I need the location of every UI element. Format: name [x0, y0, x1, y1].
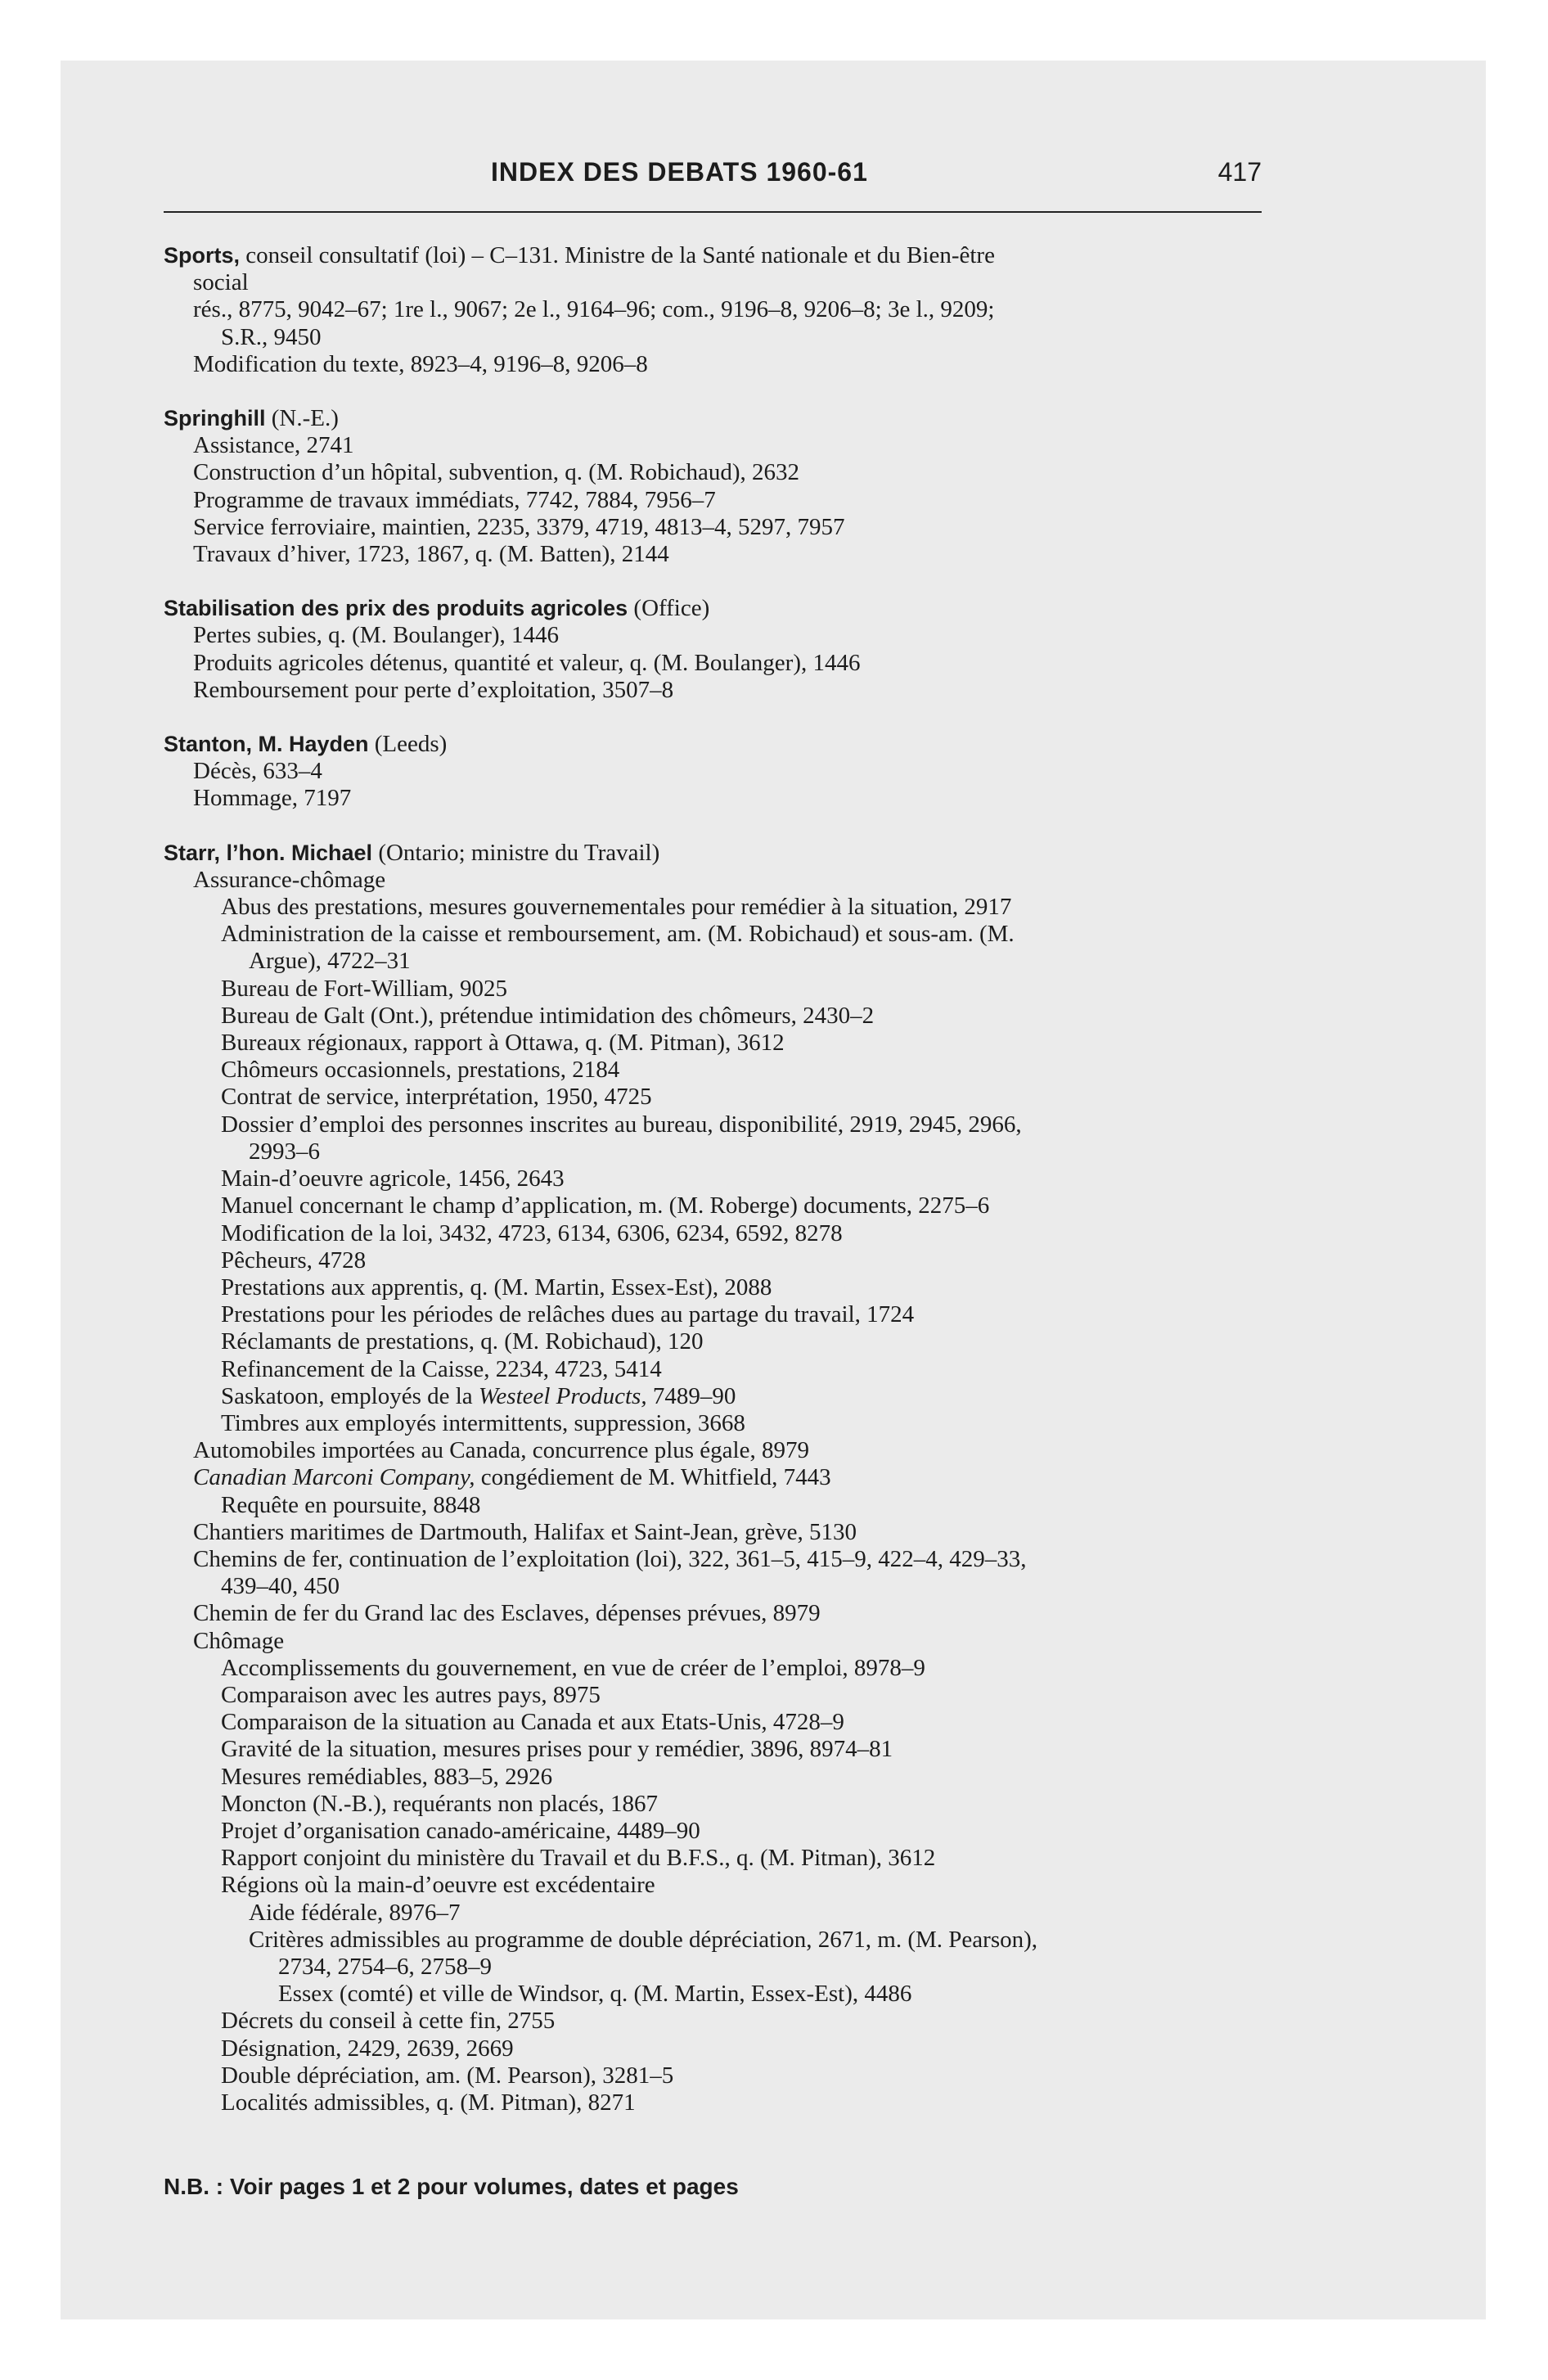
subentry: Pêcheurs, 4728 — [221, 1246, 367, 1273]
subentry: Travaux d’hiver, 1723, 1867, q. (M. Batten), 2144 — [193, 541, 669, 568]
index-entry-starr — [164, 840, 1276, 867]
index-entry-stabilisation — [164, 595, 1276, 622]
entry-text: (Ontario; ministre du Travail) — [372, 839, 660, 866]
subentry: Moncton (N.-B.), requérants non placés, 1867 — [221, 1790, 658, 1817]
subentry: Administration de la caisse et remboursement, am. (M. Robichaud) et sous-am. (M. — [221, 921, 1015, 948]
subentry: Abus des prestations, mesures gouvernementales pour remédier à la situation, 2917 — [221, 894, 1012, 921]
subentry: Chantiers maritimes de Dartmouth, Halifax et Saint-Jean, grève, 5130 — [193, 1518, 857, 1545]
page-number: 417 — [1217, 157, 1262, 187]
subentry: Pertes subies, q. (M. Boulanger), 1446 — [193, 622, 560, 649]
subentry: Critères admissibles au programme de double dépréciation, 2671, m. (M. Pearson), — [249, 1926, 1038, 1953]
subentry: Prestations pour les périodes de relâches dues au partage du travail, 1724 — [221, 1301, 915, 1328]
subentry: Décès, 633–4 — [193, 758, 322, 785]
subentry-text: 7489–90 — [646, 1382, 736, 1409]
page-header — [164, 157, 1262, 206]
entry-line: social — [193, 269, 249, 296]
subentry: Décrets du conseil à cette fin, 2755 — [221, 2008, 556, 2035]
subentry: Aide fédérale, 8976–7 — [249, 1899, 461, 1926]
subentry-continuation: Argue), 4722–31 — [249, 948, 411, 975]
footer-note: N.B. : Voir pages 1 et 2 pour volumes, dates et pages — [164, 2174, 739, 2199]
subentry: Double dépréciation, am. (M. Pearson), 3281–5 — [221, 2062, 674, 2089]
index-entry-sports — [164, 242, 1276, 269]
subentry: Comparaison avec les autres pays, 8975 — [221, 1681, 601, 1708]
subentry: Hommage, 7197 — [193, 785, 352, 812]
subentry: Assistance, 2741 — [193, 432, 354, 459]
subentry: Rapport conjoint du ministère du Travail et du B.F.S., q. (M. Pitman), 3612 — [221, 1845, 936, 1872]
running-title: INDEX DES DEBATS 1960-61 — [491, 157, 868, 187]
subentry-text: congédiement de M. Whitfield, 7443 — [475, 1464, 831, 1491]
subentry: Bureaux régionaux, rapport à Ottawa, q. (M. Pitman), 3612 — [221, 1030, 785, 1057]
subentry: Refinancement de la Caisse, 2234, 4723, 5414 — [221, 1355, 662, 1382]
subentry-heading: Régions où la main-d’oeuvre est excédentaire — [221, 1872, 655, 1899]
subentry-continuation: 2993–6 — [249, 1138, 320, 1165]
entry-line: S.R., 9450 — [221, 323, 322, 350]
subentry: Réclamants de prestations, q. (M. Robichaud), 120 — [221, 1328, 704, 1355]
entry-text: (N.-E.) — [265, 405, 339, 432]
subentry: Projet d’organisation canado-américaine, 4489–90 — [221, 1817, 700, 1844]
entry-line: Modification du texte, 8923–4, 9196–8, 9206–8 — [193, 350, 648, 377]
subentry: Mesures remédiables, 883–5, 2926 — [221, 1763, 553, 1790]
entry-heading: Stabilisation des prix des produits agricoles — [164, 596, 628, 621]
subentry: Dossier d’emploi des personnes inscrites au bureau, disponibilité, 2919, 2945, 2966, — [221, 1111, 1022, 1138]
subentry-continuation: 2734, 2754–6, 2758–9 — [278, 1953, 492, 1980]
entry-line: rés., 8775, 9042–67; 1re l., 9067; 2e l., 9164–96; com., 9196–8, 9206–8; 3e l., 9209; — [193, 296, 995, 323]
subentry: Désignation, 2429, 2639, 2669 — [221, 2035, 514, 2062]
entry-text: (Office) — [628, 595, 710, 622]
subentry: Produits agricoles détenus, quantité et valeur, q. (M. Boulanger), 1446 — [193, 649, 861, 676]
subentry: Accomplissements du gouvernement, en vue de créer de l’emploi, 8978–9 — [221, 1654, 925, 1681]
subentry: Service ferroviaire, maintien, 2235, 3379, 4719, 4813–4, 5297, 7957 — [193, 513, 845, 540]
subentry-continuation: 439–40, 450 — [221, 1573, 340, 1600]
subentry: Requête en poursuite, 8848 — [221, 1491, 481, 1518]
subentry: Construction d’un hôpital, subvention, q. (M. Robichaud), 2632 — [193, 459, 800, 486]
subentry: Gravité de la situation, mesures prises pour y remédier, 3896, 8974–81 — [221, 1736, 893, 1763]
subentry-text: Saskatoon, employés de la — [221, 1382, 479, 1409]
subentry: Modification de la loi, 3432, 4723, 6134, 6306, 6234, 6592, 8278 — [221, 1219, 843, 1246]
entry-text: conseil consultatif (loi) – C–131. Ministre de la Santé nationale et du Bien-être — [240, 242, 995, 268]
subentry-marconi — [164, 1464, 1276, 1491]
subentry: Programme de travaux immédiats, 7742, 7884, 7956–7 — [193, 486, 716, 513]
index-body — [164, 242, 1276, 2116]
subentry-heading: Assurance-chômage — [193, 866, 386, 893]
subentry: Chemin de fer du Grand lac des Esclaves, dépenses prévues, 8979 — [193, 1600, 821, 1627]
subentry: Localités admissibles, q. (M. Pitman), 8271 — [221, 2089, 636, 2116]
company-name: Canadian Marconi Company, — [193, 1464, 475, 1491]
entry-heading: Starr, l’hon. Michael — [164, 840, 373, 865]
subentry: Essex (comté) et ville de Windsor, q. (M. Martin, Essex-Est), 4486 — [278, 1981, 912, 2008]
entry-text: (Leeds) — [368, 731, 448, 758]
subentry: Bureau de Fort-William, 9025 — [221, 975, 507, 1002]
subentry: Chemins de fer, continuation de l’exploitation (loi), 322, 361–5, 415–9, 422–4, 429–33, — [193, 1545, 1027, 1572]
subentry: Automobiles importées au Canada, concurrence plus égale, 8979 — [193, 1437, 809, 1464]
subentry: Comparaison de la situation au Canada et aux Etats-Unis, 4728–9 — [221, 1709, 844, 1736]
entry-heading: Stanton, M. Hayden — [164, 732, 369, 757]
subentry: Contrat de service, interprétation, 1950, 4725 — [221, 1084, 652, 1111]
subentry: Chômeurs occasionnels, prestations, 2184 — [221, 1057, 620, 1084]
subentry: Manuel concernant le champ d’application, m. (M. Roberge) documents, 2275–6 — [221, 1192, 990, 1219]
subentry-saskatoon — [164, 1383, 1276, 1410]
index-entry-stanton — [164, 731, 1276, 758]
entry-heading: Sports, — [164, 243, 241, 268]
header-rule — [164, 211, 1262, 213]
subentry: Bureau de Galt (Ont.), prétendue intimidation des chômeurs, 2430–2 — [221, 1002, 875, 1029]
entry-heading: Springhill — [164, 406, 266, 431]
subentry: Main-d’oeuvre agricole, 1456, 2643 — [221, 1165, 565, 1192]
subentry: Prestations aux apprentis, q. (M. Martin, Essex-Est), 2088 — [221, 1273, 772, 1300]
company-name: Westeel Products, — [478, 1382, 647, 1409]
subentry: Remboursement pour perte d’exploitation, 3507–8 — [193, 676, 674, 703]
subentry: Timbres aux employés intermittents, suppression, 3668 — [221, 1409, 745, 1436]
subentry-heading: Chômage — [193, 1627, 285, 1654]
index-entry-springhill — [164, 405, 1276, 432]
